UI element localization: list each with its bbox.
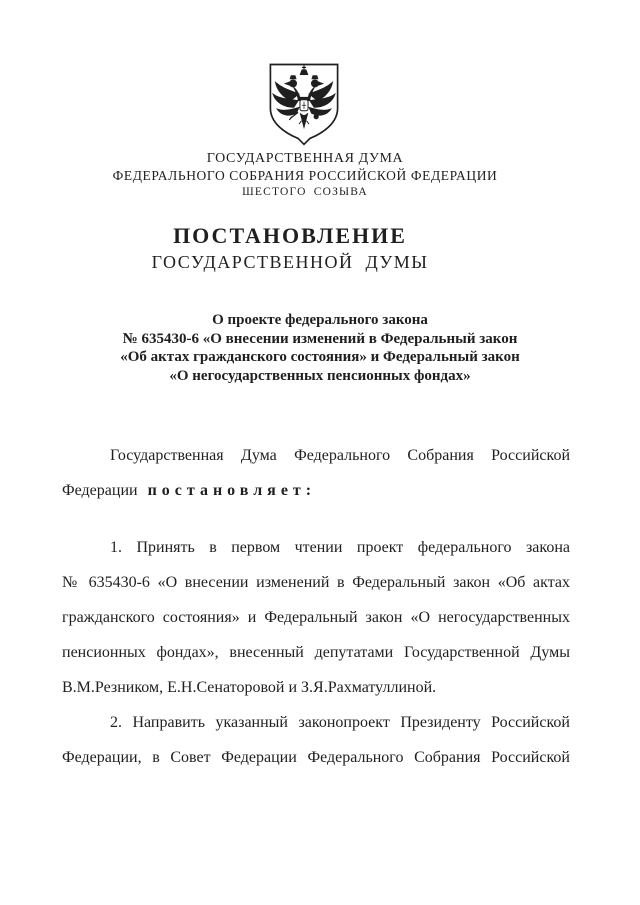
body-line: Федерации, в Совет Федерации Федерального Собрания Российской	[62, 749, 570, 766]
decree-word: постановляет:	[147, 482, 317, 499]
letterhead	[0, 150, 625, 199]
paragraph-item-1	[62, 530, 570, 705]
body-line: В.М.Резником, Е.Н.Сенаторовой и З.Я.Рахматуллиной.	[62, 679, 437, 696]
document-title	[0, 223, 610, 273]
document-subject	[0, 311, 640, 385]
subject-line: О проекте федерального закона	[212, 312, 428, 328]
body-line: 2. Направить указанный законопроект Президенту Российской	[110, 714, 570, 731]
title-document-kind: ПОСТАНОВЛЕНИЕ	[173, 223, 407, 248]
body-line: пенсионных фондах», внесенный депутатами Государственной Думы	[62, 644, 570, 661]
paragraph-item-2	[62, 705, 570, 775]
russia-coat-of-arms-icon	[260, 62, 348, 146]
letterhead-convocation: ШЕСТОГО СОЗЫВА	[242, 186, 368, 198]
subject-line: № 635430-6 «О внесении изменений в Федеральный закон	[122, 330, 518, 347]
title-issuer: ГОСУДАРСТВЕННОЙ ДУМЫ	[151, 252, 429, 272]
body-line	[62, 473, 570, 508]
document-body	[0, 438, 640, 775]
subject-line: «Об актах гражданского состояния» и Федеральный закон	[120, 349, 520, 365]
letterhead-org-fullname: ФЕДЕРАЛЬНОГО СОБРАНИЯ РОССИЙСКОЙ ФЕДЕРАЦИИ	[112, 168, 498, 183]
coat-of-arms-graphic	[260, 62, 348, 146]
letterhead-org-name: ГОСУДАРСТВЕННАЯ ДУМА	[206, 151, 404, 166]
paragraph-preamble	[62, 438, 570, 508]
body-line: 1. Принять в первом чтении проект федерального закона	[110, 539, 570, 556]
preamble-tail-text: Федерации	[62, 482, 138, 499]
body-line: Государственная Дума Федерального Собрания Российской	[110, 447, 570, 464]
body-line: гражданского состояния» и Федеральный закон «О негосударственных	[62, 609, 570, 626]
subject-line: «О негосударственных пенсионных фондах»	[169, 367, 471, 384]
body-line: № 635430-6 «О внесении изменений в Федеральный закон «Об актах	[62, 574, 570, 591]
